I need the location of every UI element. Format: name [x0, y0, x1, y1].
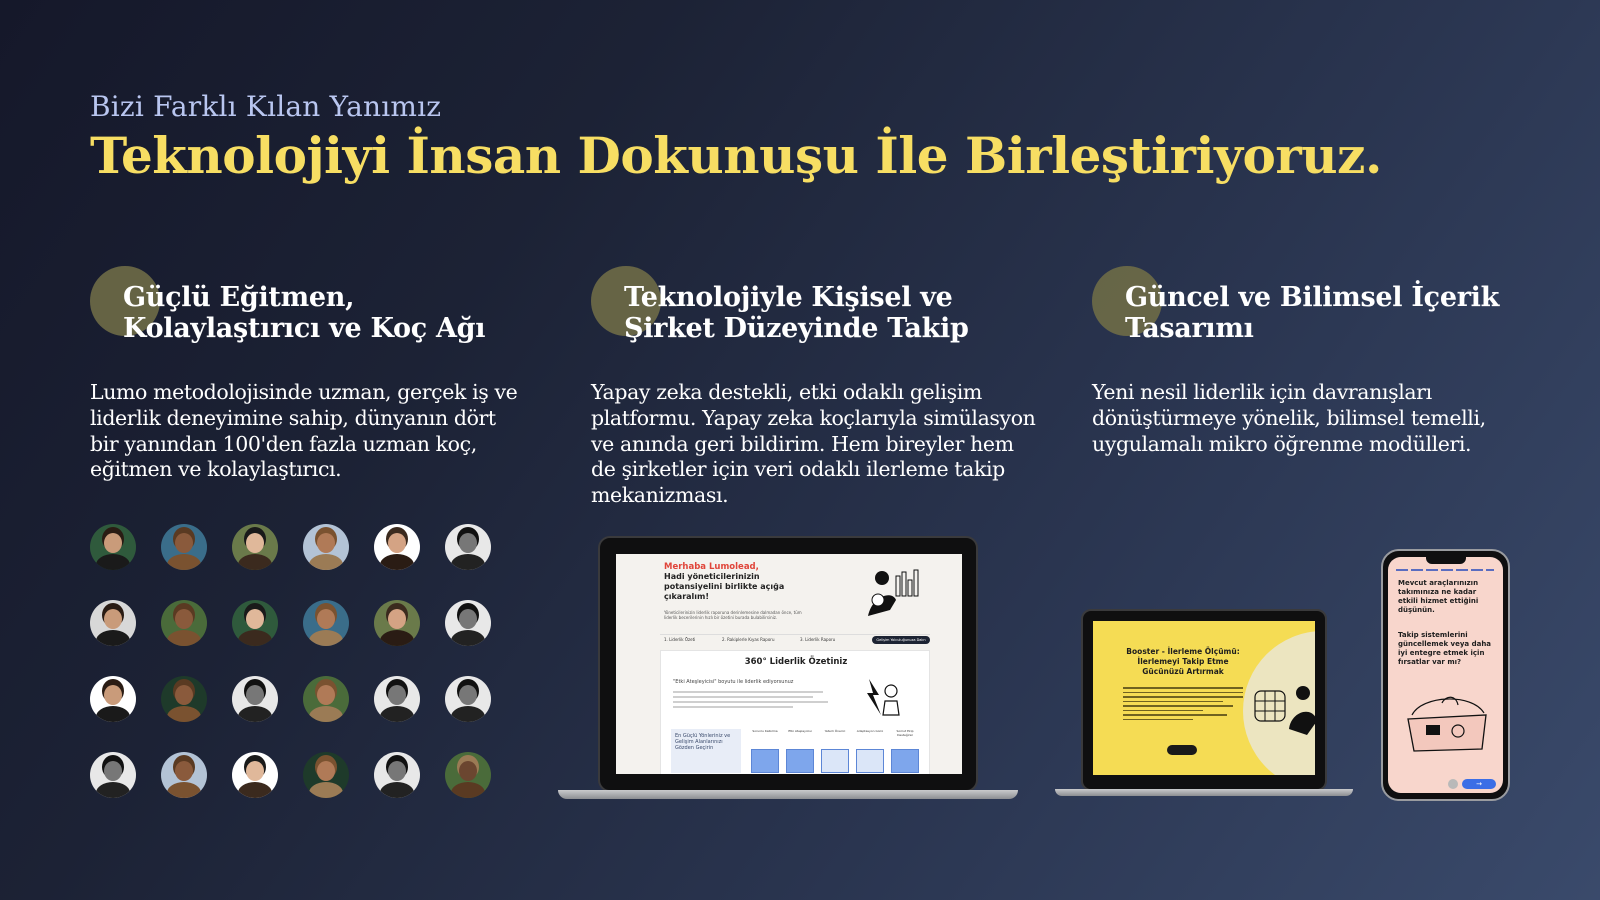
coach-avatar [303, 752, 349, 798]
coach-avatar [161, 524, 207, 570]
coach-avatar [303, 676, 349, 722]
coach-avatar [374, 600, 420, 646]
booster-title: Booster - İlerleme Ölçümü: İlerlemeyi Takip Etme Gücünüzü Artırmak [1126, 647, 1240, 676]
screen-summary-card [660, 650, 930, 774]
person-chart-illustration-icon [862, 566, 926, 622]
coach-avatar [303, 600, 349, 646]
screen-strengths-box: En Güçlü Yönleriniz ve Gelişim Alanlarınızı Gözden Geçirin [671, 729, 741, 773]
coach-avatar [232, 524, 278, 570]
laptop-mockup-dashboard [558, 536, 1018, 806]
phone-back-button[interactable] [1448, 779, 1458, 789]
section-headline: Teknolojiyi İnsan Dokunuşu İle Birleştiriyoruz. [90, 126, 1382, 185]
coach-avatar [232, 676, 278, 722]
coach-avatar-grid [90, 524, 510, 798]
phone-prompt-text: Mevcut araçlarınızın takımınıza ne kadar etkili hizmet ettiğini düşünün. [1398, 579, 1479, 614]
bar-label: Somut Ekip Desteğiniz [896, 729, 914, 737]
feature-column-coaches [90, 266, 530, 482]
coach-avatar [374, 524, 420, 570]
bar-label: Etki Ateşleyicisi [788, 729, 812, 733]
feature-column-content [1092, 266, 1532, 456]
screen-tab[interactable]: 2. Rakiplerle Kıyas Raporu [722, 637, 775, 642]
screen-tab[interactable]: 1. Liderlik Özeti [664, 637, 696, 642]
screen-subtitle: Hadi yöneticilerinizin potansiyelini birlikte açığa çıkaralım! [664, 572, 785, 601]
screen-intro-text: Yöneticilerinizin liderlik raporuna derinlemesine dalmadan önce, tüm liderlik becerilerinin hızlı bir özetini burada bulabilirsiniz. [664, 610, 802, 620]
laptop-screen-booster [1093, 621, 1315, 775]
section-eyebrow: Bizi Farklı Kılan Yanımız [90, 90, 442, 123]
feature-title: Güçlü Eğitmen, Kolaylaştırıcı ve Koç Ağı [123, 282, 486, 344]
lightning-person-illustration-icon [861, 675, 905, 719]
phone-next-button[interactable]: → [1462, 779, 1496, 789]
booster-text-lines [1123, 687, 1243, 723]
laptop-base [1055, 789, 1353, 796]
laptop-base [558, 790, 1018, 799]
coach-avatar [374, 752, 420, 798]
screen-tab[interactable]: 3. Liderlik Raporu [800, 637, 836, 642]
bar-label: Yeterli Önerici [824, 729, 846, 733]
screen-card-question: "Etki Ateşleyicisi" boyutu ile liderlik ediyorsunuz [673, 679, 794, 685]
feature-column-technology [591, 266, 1041, 508]
feature-description: Lumo metodolojisinde uzman, gerçek iş ve liderlik deneyimine sahip, dünyanın dört bir yanından 100'den fazla uzman koç, eğitmen ve kolaylaştırıcı. [90, 380, 518, 482]
coach-avatar [161, 600, 207, 646]
coach-avatar [90, 524, 136, 570]
score-bar [751, 749, 779, 773]
laptop-lid [598, 536, 978, 792]
feature-title: Teknolojiyle Kişisel ve Şirket Düzeyinde Takip [624, 282, 969, 344]
feature-title: Güncel ve Bilimsel İçerik Tasarımı [1125, 282, 1499, 344]
coach-avatar [161, 676, 207, 722]
open-suitcase-illustration-icon [1402, 685, 1492, 755]
phone-question-text: Takip sistemlerini güncellemek veya daha iyi entegre etmek için fırsatlar var mı? [1398, 631, 1492, 666]
coach-avatar [232, 600, 278, 646]
coach-avatar [374, 676, 420, 722]
bar-label: Sorunlu Kalkılma [752, 729, 778, 733]
booster-start-button[interactable] [1167, 745, 1197, 755]
feature-description: Yapay zeka destekli, etki odaklı gelişim platformu. Yapay zeka koçlarıyla simülasyon ve anında geri bildirim. Hem bireyler hem de şirketler için veri odaklı ilerleme takip mekanizması. [591, 380, 1036, 508]
coach-avatar [161, 752, 207, 798]
phone-progress-bar [1396, 569, 1494, 571]
coach-avatar [445, 752, 491, 798]
coach-avatar [232, 752, 278, 798]
laptop-screen-dashboard [616, 554, 962, 774]
score-bar [891, 749, 919, 773]
screen-journey-button[interactable]: Gelişim Yolculuğunuza Dalın [872, 636, 930, 644]
phone-notch [1426, 557, 1466, 564]
screen-card-text-lines [673, 691, 833, 711]
score-bar [786, 749, 814, 773]
phone-screen [1388, 557, 1503, 793]
screen-card-title: 360° Liderlik Özetiniz [744, 657, 848, 667]
bar-label: Adaptasyon Gücü [856, 729, 884, 733]
score-bar [821, 749, 849, 773]
person-grid-illustration-icon [1251, 677, 1315, 747]
phone-mockup [1381, 549, 1510, 801]
coach-avatar [90, 600, 136, 646]
screen-score-bars [749, 729, 925, 773]
laptop-mockup-booster [1055, 609, 1353, 801]
score-bar [856, 749, 884, 773]
coach-avatar [90, 676, 136, 722]
coach-avatar [445, 524, 491, 570]
coach-avatar [90, 752, 136, 798]
coach-avatar [445, 600, 491, 646]
feature-description: Yeni nesil liderlik için davranışları dönüştürmeye yönelik, bilimsel temelli, uygulamalı mikro öğrenme modülleri. [1092, 380, 1486, 456]
screen-tab-bar [660, 634, 930, 644]
screen-greeting: Merhaba Lumolead, [664, 562, 759, 572]
coach-avatar [303, 524, 349, 570]
coach-avatar [445, 676, 491, 722]
laptop-lid [1081, 609, 1327, 791]
